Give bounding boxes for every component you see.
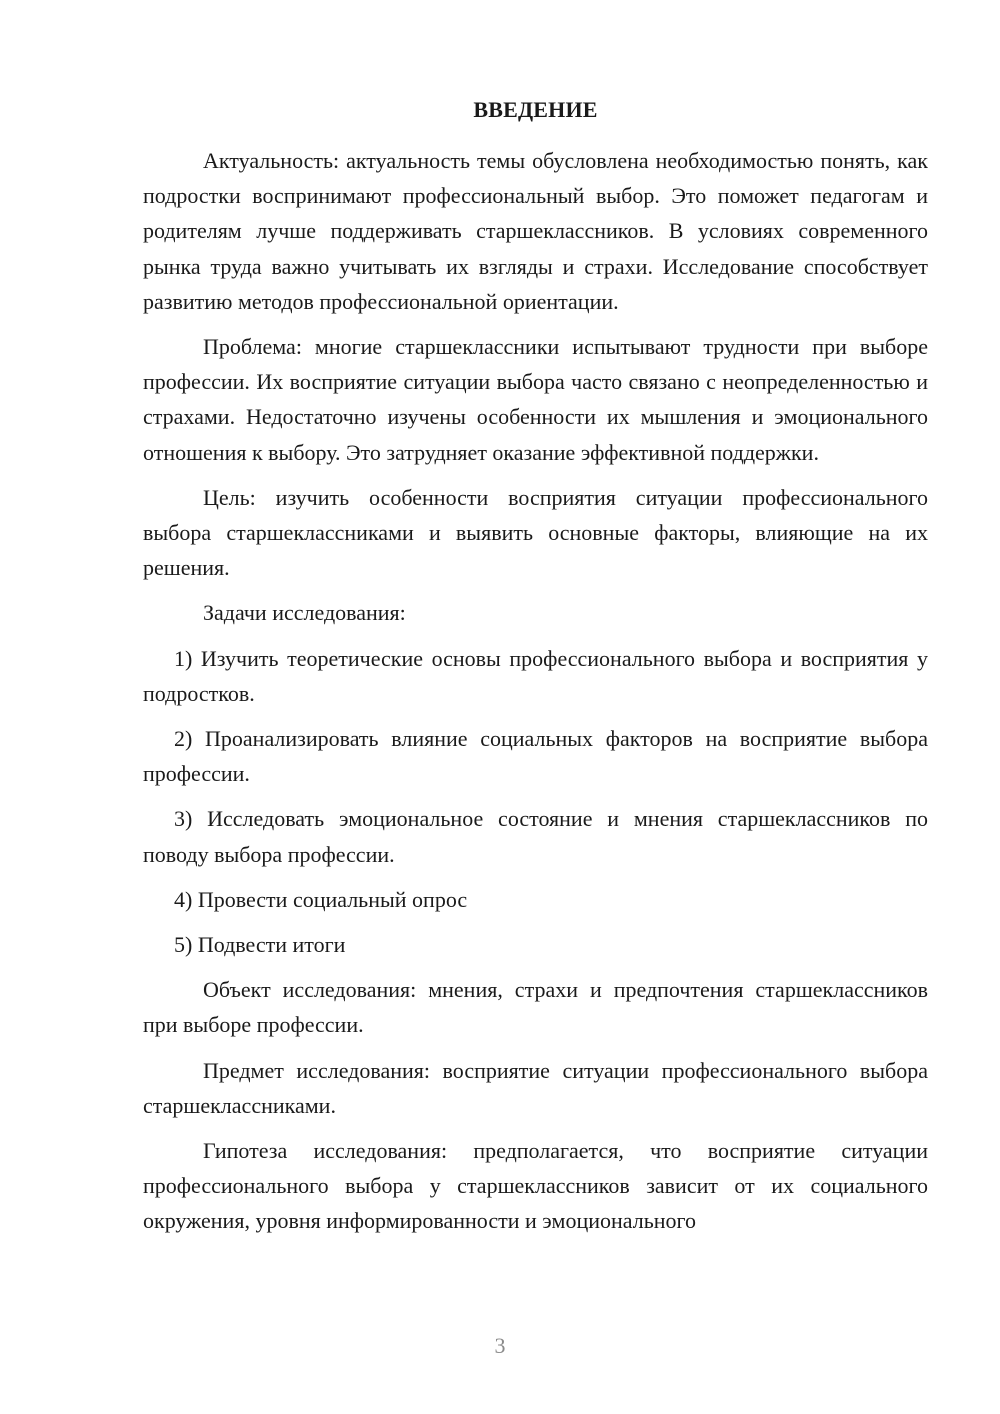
paragraph-object: Объект исследования: мнения, страхи и предпочтения старшеклассников при выборе профессии. — [143, 977, 928, 1038]
task-item-3: 3) Исследовать эмоциональное состояние и мнения старшеклассников по поводу выбора профессии. — [143, 806, 928, 867]
paragraph-goal: Цель: изучить особенности восприятия ситуации профессионального выбора старшеклассниками и выявить основные факторы, влияющие на их решения. — [143, 484, 928, 581]
task-item-2: 2) Проанализировать влияние социальных факторов на восприятие выбора профессии. — [143, 726, 928, 787]
page-number: 3 — [494, 1333, 506, 1358]
page-content — [143, 94, 928, 1239]
section-title: ВВЕДЕНИЕ — [473, 97, 598, 122]
task-item-4: 4) Провести социальный опрос — [174, 886, 468, 912]
task-item-1: 1) Изучить теоретические основы профессионального выбора и восприятия у подростков. — [143, 645, 928, 706]
tasks-heading: Задачи исследования: — [203, 600, 406, 626]
paragraph-problem: Проблема: многие старшеклассники испытывают трудности при выборе профессии. Их восприятие ситуации выбора часто связано с неопределенностью и страхами. Недостаточно изучены особенности их мышления и эмоционального отношения к выбору. Это затрудняет оказание эффективной поддержки. — [143, 334, 928, 465]
task-item-5: 5) Подвести итоги — [174, 932, 346, 958]
paragraph-relevance: Актуальность: актуальность темы обусловлена необходимостью понять, как подростки воспринимают профессиональный выбор. Это поможет педагогам и родителям лучше поддерживать старшеклассников. В условиях современного рынка труда важно учитывать их взгляды и страхи. Исследование способствует развитию методов профессиональной ориентации. — [143, 148, 928, 314]
paragraph-hypothesis: Гипотеза исследования: предполагается, что восприятие ситуации профессионального выбора у старшеклассников зависит от их социального окружения, уровня информированности и эмоционального — [143, 1138, 928, 1234]
paragraph-subject: Предмет исследования: восприятие ситуации профессионального выбора старшеклассниками. — [143, 1057, 928, 1118]
